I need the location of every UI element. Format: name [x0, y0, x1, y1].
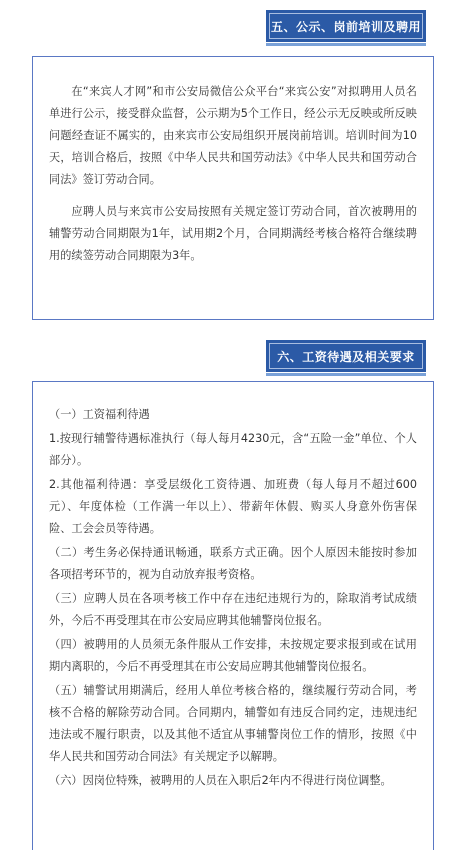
section-6-item-6: （四）被聘用的人员须无条件服从工作安排，未按规定要求报到或在试用期内离职的，今后不再受理其在市公安局应聘其他辅警岗位报名。 [49, 638, 417, 673]
section-6-title: 六、工资待遇及相关要求 [277, 349, 415, 364]
section-6-item-5: （三）应聘人员在各项考核工作中存在违纪违规行为的，除取消考试成绩外，今后不再受理其在市公安局应聘其他辅警岗位报名。 [49, 592, 417, 627]
section-6-item-1: （一）工资福利待遇 [49, 408, 150, 421]
section-5-paragraph-2: 应聘人员与来宾市公安局按照有关规定签订劳动合同，首次被聘用的辅警劳动合同期限为1年，试用期2个月，合同期满经考核合格符合继续聘用的续签劳动合同期限为3年。 [49, 205, 417, 262]
section-6-item-4: （二）考生务必保持通讯畅通，联系方式正确。因个人原因未能按时参加各项招考环节的，视为自动放弃报考资格。 [49, 546, 417, 581]
section-6-item-7: （五）辅警试用期满后，经用人单位考核合格的，继续履行劳动合同，考核不合格的解除劳动合同。合同期内，辅警如有违反合同约定，违规违纪违法或不履行职责，以及其他不适宜从事辅警岗位工作的情形，按照《中华人民共和国劳动合同法》有关规定予以解聘。 [49, 684, 417, 763]
section-6-panel [32, 381, 434, 850]
section-5-panel [32, 56, 434, 320]
section-6-header [266, 340, 426, 372]
section-5-header [266, 10, 426, 42]
section-6-item-2: 1.按现行辅警待遇标准执行（每人每月4230元，含“五险一金”单位、个人部分）。 [49, 432, 417, 467]
section-6-item-3: 2.其他福利待遇：享受层级化工资待遇、加班费（每人每月不超过600元）、年度体检（工作满一年以上）、带薪年休假、购买人身意外伤害保险、工会会员等待遇。 [49, 478, 417, 535]
section-5-title: 五、公示、岗前培训及聘用 [270, 19, 421, 34]
section-6-item-8: （六）因岗位特殊，被聘用的人员在入职后2年内不得进行岗位调整。 [49, 774, 392, 787]
section-5-paragraph-1: 在“来宾人才网”和市公安局微信公众平台“来宾公安”对拟聘用人员名单进行公示，接受群众监督，公示期为5个工作日，经公示无反映或所反映问题经查证不属实的，由来宾市公安局组织开展岗前培训。培训时间为10天，培训合格后，按照《中华人民共和国劳动法》《中华人民共和国劳动合同法》签订劳动合同。 [49, 85, 417, 186]
